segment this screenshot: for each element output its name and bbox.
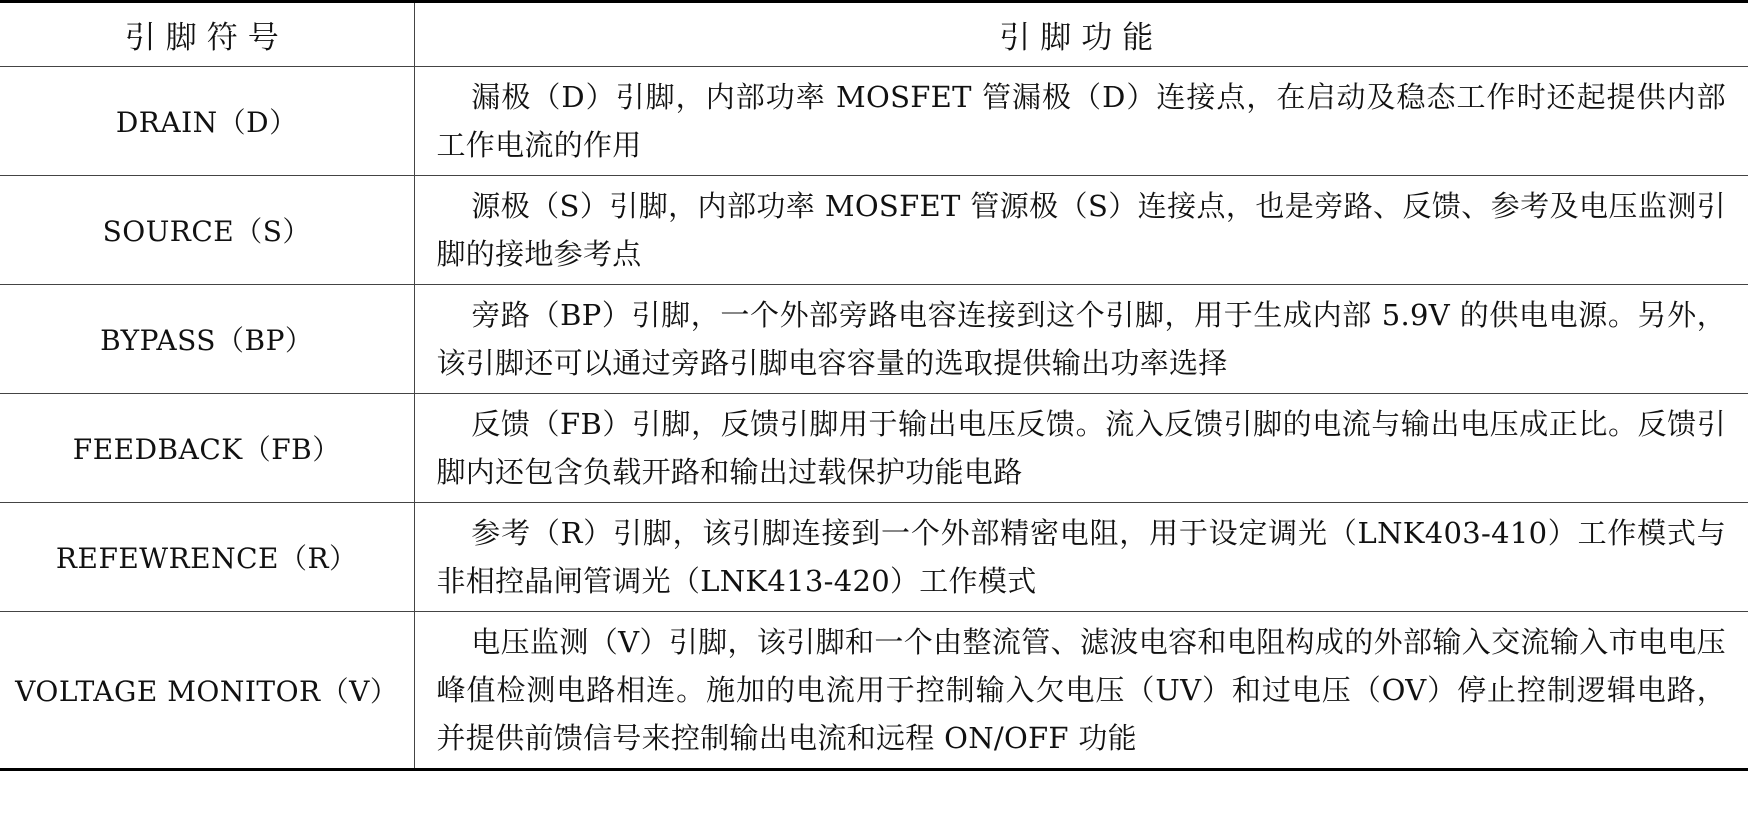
- table-row: [0, 176, 1748, 285]
- table-row: [0, 285, 1748, 394]
- header-pin-symbol: 引脚符号: [0, 2, 414, 67]
- pin-symbol-cell: BYPASS（BP）: [0, 285, 414, 394]
- pin-function-cell: 源极（S）引脚，内部功率 MOSFET 管源极（S）连接点，也是旁路、反馈、参考及电压监测引脚的接地参考点: [414, 176, 1748, 285]
- pin-function-cell: 电压监测（V）引脚，该引脚和一个由整流管、滤波电容和电阻构成的外部输入交流输入市电电压峰值检测电路相连。施加的电流用于控制输入欠电压（UV）和过电压（OV）停止控制逻辑电路，并提供前馈信号来控制输出电流和远程 ON/OFF 功能: [414, 612, 1748, 770]
- pin-symbol-cell: REFEWRENCE（R）: [0, 503, 414, 612]
- table-row: [0, 612, 1748, 770]
- pin-symbol-cell: SOURCE（S）: [0, 176, 414, 285]
- table-row: [0, 67, 1748, 176]
- table-header-row: [0, 2, 1748, 67]
- pin-function-cell: 旁路（BP）引脚，一个外部旁路电容连接到这个引脚，用于生成内部 5.9V 的供电电源。另外，该引脚还可以通过旁路引脚电容容量的选取提供输出功率选择: [414, 285, 1748, 394]
- pin-function-cell: 漏极（D）引脚，内部功率 MOSFET 管漏极（D）连接点，在启动及稳态工作时还起提供内部工作电流的作用: [414, 67, 1748, 176]
- pin-symbol-cell: DRAIN（D）: [0, 67, 414, 176]
- pin-function-cell: 反馈（FB）引脚，反馈引脚用于输出电压反馈。流入反馈引脚的电流与输出电压成正比。反馈引脚内还包含负载开路和输出过载保护功能电路: [414, 394, 1748, 503]
- pin-symbol-cell: FEEDBACK（FB）: [0, 394, 414, 503]
- pin-function-cell: 参考（R）引脚，该引脚连接到一个外部精密电阻，用于设定调光（LNK403-410）工作模式与非相控晶闸管调光（LNK413-420）工作模式: [414, 503, 1748, 612]
- table-row: [0, 394, 1748, 503]
- table-row: [0, 503, 1748, 612]
- pin-symbol-cell: VOLTAGE MONITOR（V）: [0, 612, 414, 770]
- header-pin-function: 引脚功能: [414, 2, 1748, 67]
